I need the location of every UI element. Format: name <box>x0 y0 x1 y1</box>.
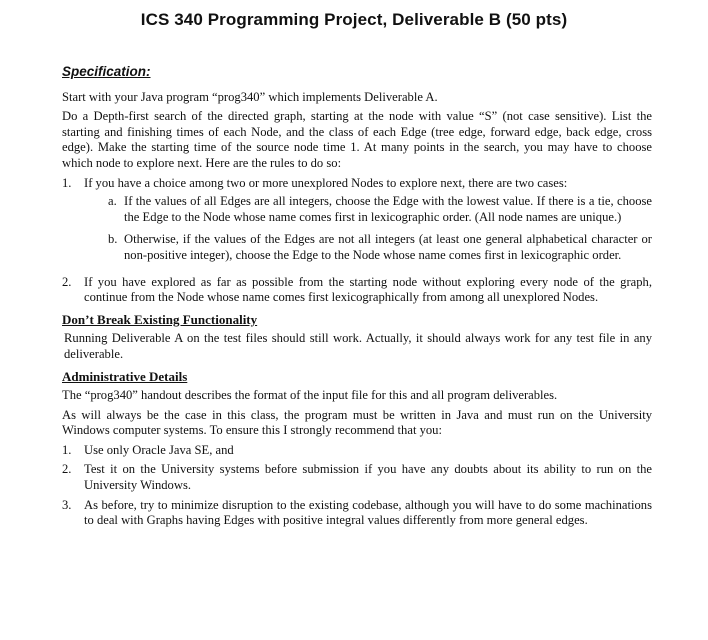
admin-item-3-text: As before, try to minimize disruption to the existing codebase, although you will have to do some machinations to deal with Graphs having Edges with positive integral values differently from more general edges. <box>84 497 652 528</box>
specification-heading: Specification: <box>62 64 151 79</box>
admin-heading: Administrative Details <box>62 368 188 384</box>
rule-1 <box>62 176 652 271</box>
rule-1a-text: If the values of all Edges are all integers, choose the Edge with the lowest value. If there is a tie, choose the Edge to the Node whose name comes first in lexicographic order. (All node names are unique.) <box>124 194 652 224</box>
rule-1b <box>108 232 652 263</box>
rule-2-number: 2. <box>62 274 72 289</box>
rule-1-number: 1. <box>62 175 72 190</box>
document-body <box>62 64 652 533</box>
admin-item-1 <box>62 443 652 459</box>
rule-2-text: If you have explored as far as possible from the starting node without exploring every node of the graph, continue from the Node whose name comes first lexicographically from among all unexplored Nodes. <box>84 274 652 305</box>
rule-1a <box>108 194 652 225</box>
admin-item-3-number: 3. <box>62 497 72 512</box>
dont-break-text: Running Deliverable A on the test files should still work. Actually, it should always work for any test file in any deliverable. <box>64 331 652 361</box>
rule-2 <box>62 275 652 306</box>
rule-1b-text: Otherwise, if the values of the Edges are not all integers (at least one general alphabetical character or non-positive integer), choose the Edge to the Node whose name comes first in lexicographic order. <box>124 232 652 262</box>
admin-paragraph-1: The “prog340” handout describes the format of the input file for this and all program deliverables. <box>62 388 558 403</box>
rule-1a-number: a. <box>108 194 117 209</box>
spec-paragraph-2: Do a Depth-first search of the directed graph, starting at the node with value “S” (not case sensitive). List the starting and finishing times of each Node, and the class of each Edge (tree edge, forward edge, back edge, cross edge). Make the starting time of the source node time 1. At many points in the search, you may have to choose which node to explore next. Here are the rules to do so: <box>62 109 652 170</box>
admin-item-1-text: Use only Oracle Java SE, and <box>84 442 234 457</box>
admin-item-2-number: 2. <box>62 462 72 477</box>
document-title: ICS 340 Programming Project, Deliverable B (50 pts) <box>140 10 568 29</box>
dont-break-heading: Don’t Break Existing Functionality <box>62 311 258 327</box>
admin-item-2 <box>62 462 652 493</box>
admin-item-3 <box>62 498 652 529</box>
rule-1b-number: b. <box>108 232 118 247</box>
spec-paragraph-1: Start with your Java program “prog340” which implements Deliverable A. <box>62 89 438 104</box>
admin-item-1-number: 1. <box>62 442 72 457</box>
admin-item-2-text: Test it on the University systems before submission if you have any doubts about its ability to run on the University Windows. <box>84 462 652 493</box>
rule-1-text: If you have a choice among two or more unexplored Nodes to explore next, there are two cases: <box>84 175 568 190</box>
admin-paragraph-2: As will always be the case in this class, the program must be written in Java and must run on the University Windows computer systems. To ensure this I strongly recommend that you: <box>62 407 652 438</box>
